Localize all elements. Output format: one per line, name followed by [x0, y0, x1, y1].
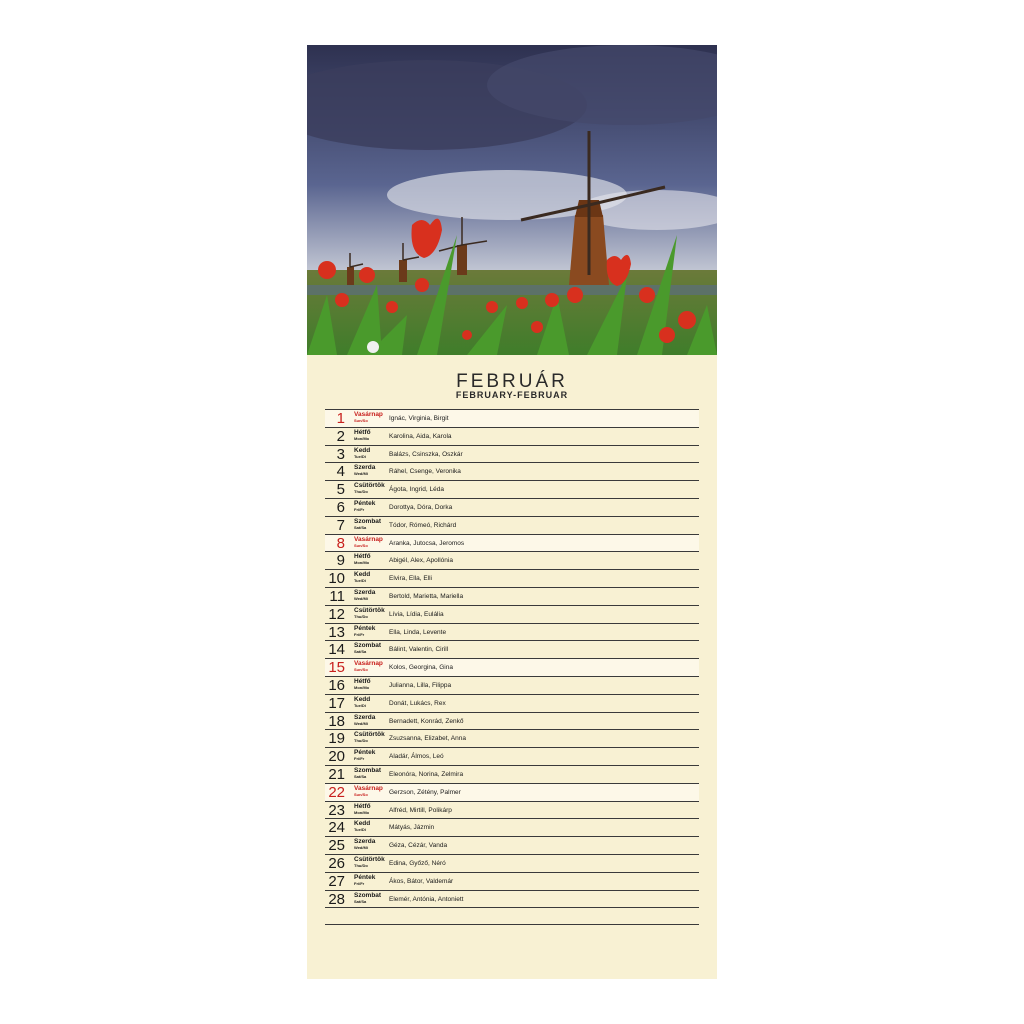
weekday-abbrev: Tue/Di [354, 578, 366, 584]
weekday-abbrev: Sat/Sa [354, 898, 367, 904]
day-row [325, 784, 699, 802]
name-days: Alfréd, Mirtill, Polikárp [389, 806, 452, 814]
weekday-name: Kedd [354, 695, 371, 703]
weekday-abbrev: Wed/Mi [354, 471, 368, 477]
weekday-abbrev: Sun/So [354, 418, 368, 423]
name-days: Bertold, Marietta, Mariella [389, 592, 464, 600]
day-number: 11 [329, 587, 345, 605]
day-row [325, 748, 699, 766]
name-days: Elvira, Ella, Elli [389, 575, 432, 583]
weekday-name: Vasárnap [354, 784, 383, 792]
day-number: 8 [336, 534, 345, 552]
weekday-abbrev: Mon/Mo [354, 809, 370, 815]
day-number: 9 [336, 552, 345, 570]
day-number: 24 [328, 819, 345, 837]
month-title: FEBRUÁR [456, 371, 568, 392]
day-row [325, 535, 699, 553]
day-number: 4 [336, 463, 345, 481]
weekday-name: Csütörtök [354, 855, 385, 863]
day-row [325, 570, 699, 588]
weekday-name: Hétfő [354, 677, 371, 685]
day-row [325, 588, 699, 606]
day-row [325, 481, 699, 499]
weekday-abbrev: Mon/Mo [354, 684, 370, 690]
name-days: Eleonóra, Norina, Zelmira [389, 770, 464, 778]
day-row [325, 641, 699, 659]
weekday-name: Csütörtök [354, 482, 385, 490]
day-row [325, 552, 699, 570]
weekday-abbrev: Fri/Fr [354, 506, 365, 512]
day-number: 22 [328, 783, 345, 801]
weekday-abbrev: Fri/Fr [354, 631, 365, 637]
name-days: Edina, Győző, Néró [389, 859, 446, 867]
day-number: 5 [336, 481, 345, 499]
day-row [325, 517, 699, 535]
name-days: Ella, Linda, Levente [389, 628, 447, 636]
day-number: 10 [328, 570, 345, 588]
day-number: 23 [328, 801, 345, 819]
day-row [325, 855, 699, 873]
day-number: 25 [328, 837, 345, 855]
day-number: 7 [336, 516, 345, 534]
weekday-name: Szombat [354, 766, 382, 774]
day-row [325, 428, 699, 446]
weekday-abbrev: Fri/Fr [354, 756, 365, 762]
landscape-illustration [307, 45, 717, 355]
day-row [325, 677, 699, 695]
weekday-name: Szerda [354, 838, 376, 846]
name-days: Bálint, Valentin, Cirill [389, 646, 449, 654]
day-row [325, 410, 699, 428]
weekday-name: Hétfő [354, 802, 371, 810]
weekday-abbrev: Wed/Mi [354, 845, 368, 851]
weekday-name: Péntek [354, 873, 376, 881]
weekday-abbrev: Thu/Do [354, 613, 368, 619]
day-number: 1 [336, 410, 345, 427]
weekday-abbrev: Mon/Mo [354, 435, 370, 441]
weekday-abbrev: Wed/Mi [354, 595, 368, 601]
name-days: Aranka, Jutocsa, Jeromos [389, 539, 465, 547]
day-number: 26 [328, 854, 345, 872]
day-number: 27 [328, 872, 345, 890]
windmill-tulip-photo [307, 45, 717, 355]
weekday-name: Szombat [354, 642, 382, 650]
weekday-name: Péntek [354, 624, 376, 632]
calendar-page [307, 45, 717, 979]
weekday-name: Szombat [354, 891, 382, 899]
name-days: Ákos, Bátor, Valdemár [389, 877, 454, 885]
name-days: Ignác, Virginia, Birgit [389, 415, 449, 422]
weekday-abbrev: Mon/Mo [354, 560, 370, 566]
day-number: 2 [336, 427, 345, 445]
day-row [325, 659, 699, 677]
weekday-abbrev: Thu/Do [354, 489, 368, 495]
name-days: Géza, Cézár, Vanda [389, 842, 448, 850]
name-days: Kolos, Georgina, Gina [389, 664, 453, 672]
day-number: 12 [328, 605, 345, 623]
weekday-name: Szombat [354, 517, 382, 525]
weekday-abbrev: Sat/Sa [354, 524, 367, 530]
day-number: 6 [336, 498, 345, 516]
day-list [325, 409, 699, 908]
weekday-name: Csütörtök [354, 731, 385, 739]
weekday-abbrev: Tue/Di [354, 827, 366, 833]
name-days: Julianna, Lilla, Filippa [389, 681, 452, 689]
weekday-name: Vasárnap [354, 660, 383, 668]
weekday-name: Hétfő [354, 428, 371, 436]
day-row [325, 695, 699, 713]
name-days: Lívia, Lídia, Eulália [389, 610, 444, 618]
day-number: 28 [328, 890, 345, 908]
day-row [325, 606, 699, 624]
day-row [325, 499, 699, 517]
name-days: Aladár, Álmos, Leó [389, 753, 444, 761]
day-number: 18 [328, 712, 345, 730]
name-days: Tódor, Rómeó, Richárd [389, 521, 457, 529]
name-days: Ráhel, Csenge, Veronika [389, 468, 461, 476]
name-days: Bernadett, Konrád, Zenkő [389, 717, 464, 725]
weekday-name: Vasárnap [354, 535, 383, 543]
weekday-abbrev: Fri/Fr [354, 880, 365, 886]
weekday-abbrev: Tue/Di [354, 702, 366, 708]
day-row [325, 819, 699, 837]
day-number: 13 [328, 623, 345, 641]
weekday-abbrev: Thu/Do [354, 738, 368, 744]
name-days: Abigél, Alex, Apollónia [389, 557, 453, 565]
weekday-abbrev: Sat/Sa [354, 773, 367, 779]
day-number: 14 [328, 641, 345, 659]
weekday-name: Péntek [354, 749, 376, 757]
day-number: 3 [336, 445, 345, 463]
name-days: Zsuzsanna, Elizabet, Anna [389, 735, 466, 743]
day-row [325, 463, 699, 481]
day-number: 16 [328, 676, 345, 694]
day-row [325, 891, 699, 909]
name-days: Dorottya, Dóra, Dorka [389, 503, 453, 511]
weekday-name: Szerda [354, 713, 376, 721]
day-number: 21 [328, 765, 345, 783]
month-subtitle: FEBRUARY-FEBRUAR [455, 390, 569, 400]
day-number: 17 [328, 694, 345, 712]
name-days: Karolina, Aida, Karola [389, 432, 452, 440]
day-row [325, 873, 699, 891]
day-row [325, 802, 699, 820]
weekday-name: Kedd [354, 820, 371, 828]
weekday-abbrev: Thu/Do [354, 862, 368, 868]
name-days: Gerzson, Zétény, Palmer [389, 788, 461, 796]
name-days: Elemér, Antónia, Antoniett [389, 895, 464, 903]
weekday-name: Kedd [354, 446, 371, 454]
weekday-name: Hétfő [354, 553, 371, 561]
weekday-name: Szerda [354, 464, 376, 472]
name-days: Donát, Lukács, Rex [389, 699, 446, 707]
day-row [325, 713, 699, 731]
weekday-name: Vasárnap [354, 411, 383, 418]
day-row [325, 624, 699, 642]
white-tulip [367, 341, 379, 353]
weekday-name: Kedd [354, 571, 371, 579]
weekday-abbrev: Sun/So [354, 791, 368, 797]
weekday-name: Csütörtök [354, 606, 385, 614]
day-row [325, 730, 699, 748]
weekday-abbrev: Sun/So [354, 542, 368, 548]
day-row [325, 446, 699, 464]
name-days: Balázs, Csinszka, Oszkár [389, 450, 463, 458]
day-row [325, 837, 699, 855]
weekday-abbrev: Tue/Di [354, 453, 366, 459]
day-number: 19 [328, 730, 345, 748]
name-days: Mátyás, Jázmin [389, 824, 435, 832]
weekday-abbrev: Sun/So [354, 667, 368, 673]
weekday-abbrev: Sat/Sa [354, 649, 367, 655]
day-number: 15 [328, 659, 345, 677]
weekday-abbrev: Wed/Mi [354, 720, 368, 726]
day-row [325, 766, 699, 784]
weekday-name: Szerda [354, 588, 376, 596]
name-days: Ágota, Ingrid, Léda [389, 486, 444, 494]
blank-line [325, 924, 699, 925]
day-number: 20 [328, 748, 345, 766]
weekday-name: Péntek [354, 499, 376, 507]
